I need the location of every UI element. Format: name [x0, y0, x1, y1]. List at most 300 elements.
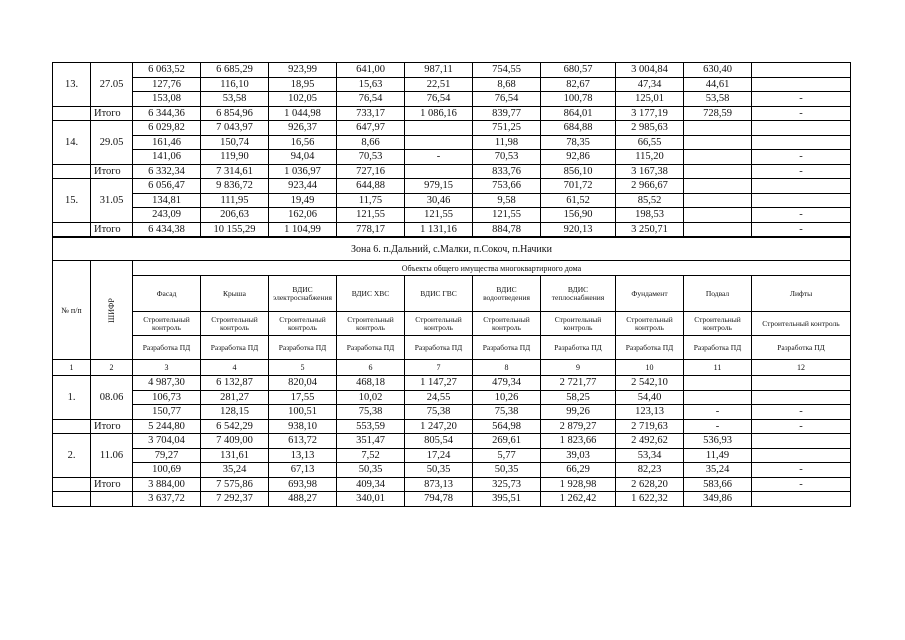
value-cell: 121,55	[405, 208, 473, 223]
design-header: Разработка ПД	[541, 336, 616, 360]
value-cell: -	[752, 405, 851, 420]
object-header: Подвал	[684, 276, 752, 312]
total-cell: 3 167,38	[616, 164, 684, 179]
value-cell: 134,81	[133, 193, 201, 208]
value-cell: 161,46	[133, 135, 201, 150]
value-cell: 67,13	[269, 463, 337, 478]
total-cell: 727,16	[337, 164, 405, 179]
value-cell: 2 966,67	[616, 179, 684, 194]
value-cell: 8,66	[337, 135, 405, 150]
value-cell: 47,34	[616, 77, 684, 92]
value-cell	[684, 150, 752, 165]
total-cell: 693,98	[269, 477, 337, 492]
value-cell: 351,47	[337, 434, 405, 449]
total-spacer	[53, 222, 91, 237]
row-number: 13.	[53, 63, 91, 107]
row-number: 14.	[53, 121, 91, 165]
value-cell: 100,51	[269, 405, 337, 420]
value-cell: 50,35	[337, 463, 405, 478]
value-cell	[752, 434, 851, 449]
control-header: Строительный контроль	[337, 312, 405, 336]
design-header: Разработка ПД	[269, 336, 337, 360]
value-cell: 923,99	[269, 63, 337, 78]
col-cipher-header	[91, 261, 133, 360]
value-cell: 75,38	[405, 405, 473, 420]
value-cell: 156,90	[541, 208, 616, 223]
value-cell	[405, 121, 473, 136]
value-cell: 54,40	[616, 390, 684, 405]
value-cell: 7,52	[337, 448, 405, 463]
table-row	[53, 92, 851, 107]
value-cell: 92,86	[541, 150, 616, 165]
value-cell: 243,09	[133, 208, 201, 223]
total-row	[53, 419, 851, 434]
value-cell: 30,46	[405, 193, 473, 208]
value-cell: 1 823,66	[541, 434, 616, 449]
total-label: Итого	[91, 419, 133, 434]
value-cell: 153,08	[133, 92, 201, 107]
total-cell: 1 086,16	[405, 106, 473, 121]
value-cell: 751,25	[473, 121, 541, 136]
value-cell: 3 637,72	[133, 492, 201, 507]
value-cell: 3 704,04	[133, 434, 201, 449]
value-cell: 76,54	[405, 92, 473, 107]
value-cell: 53,34	[616, 448, 684, 463]
total-cell: 873,13	[405, 477, 473, 492]
value-cell: 35,24	[201, 463, 269, 478]
total-label: Итого	[91, 222, 133, 237]
table-row	[53, 492, 851, 507]
total-cell: 833,76	[473, 164, 541, 179]
row-date: 27.05	[91, 63, 133, 107]
total-cell: 409,34	[337, 477, 405, 492]
total-cell: 1 036,97	[269, 164, 337, 179]
object-header: ВДИС ГВС	[405, 276, 473, 312]
value-cell: 6 056,47	[133, 179, 201, 194]
total-cell: 1 104,99	[269, 222, 337, 237]
table-row	[53, 121, 851, 136]
top-section	[53, 63, 851, 238]
value-cell	[752, 193, 851, 208]
value-cell: 9 836,72	[201, 179, 269, 194]
total-cell: 6 434,38	[133, 222, 201, 237]
design-header: Разработка ПД	[133, 336, 201, 360]
value-cell: 987,11	[405, 63, 473, 78]
total-cell: 325,73	[473, 477, 541, 492]
total-cell: 10 155,29	[201, 222, 269, 237]
object-header: Фасад	[133, 276, 201, 312]
value-cell	[752, 63, 851, 78]
value-cell: 119,90	[201, 150, 269, 165]
value-cell: 613,72	[269, 434, 337, 449]
row-number: 1.	[53, 376, 91, 420]
value-cell: 926,37	[269, 121, 337, 136]
value-cell: 50,35	[405, 463, 473, 478]
table-row	[53, 376, 851, 391]
value-cell: 162,06	[269, 208, 337, 223]
row-date: 11.06	[91, 434, 133, 478]
value-cell: 979,15	[405, 179, 473, 194]
total-label: Итого	[91, 477, 133, 492]
value-cell: -	[684, 405, 752, 420]
value-cell: 281,27	[201, 390, 269, 405]
value-cell: 24,55	[405, 390, 473, 405]
value-cell: 44,61	[684, 77, 752, 92]
value-cell: 349,86	[684, 492, 752, 507]
design-header: Разработка ПД	[752, 336, 851, 360]
value-cell: 102,05	[269, 92, 337, 107]
value-cell	[684, 390, 752, 405]
col-number-header: № п/п	[53, 261, 91, 360]
column-number: 6	[337, 360, 405, 376]
table-row	[53, 434, 851, 449]
design-header-row	[53, 336, 851, 360]
value-cell: 11,98	[473, 135, 541, 150]
value-cell: 805,54	[405, 434, 473, 449]
total-cell: 856,10	[541, 164, 616, 179]
value-cell: 16,56	[269, 135, 337, 150]
total-cell: 864,01	[541, 106, 616, 121]
value-cell	[752, 376, 851, 391]
value-cell: 468,18	[337, 376, 405, 391]
value-cell: 479,34	[473, 376, 541, 391]
value-cell: 19,49	[269, 193, 337, 208]
total-cell: 5 244,80	[133, 419, 201, 434]
table-row	[53, 390, 851, 405]
objects-header-row	[53, 276, 851, 312]
value-cell: 198,53	[616, 208, 684, 223]
value-cell	[752, 448, 851, 463]
value-cell: 125,01	[616, 92, 684, 107]
value-cell: 7 409,00	[201, 434, 269, 449]
value-cell	[684, 208, 752, 223]
total-cell: 1 131,16	[405, 222, 473, 237]
total-label: Итого	[91, 106, 133, 121]
value-cell: 2 985,63	[616, 121, 684, 136]
value-cell: 76,54	[473, 92, 541, 107]
value-cell: 150,77	[133, 405, 201, 420]
column-number: 10	[616, 360, 684, 376]
value-cell	[752, 390, 851, 405]
total-cell: 3 884,00	[133, 477, 201, 492]
column-number: 8	[473, 360, 541, 376]
value-cell: 680,57	[541, 63, 616, 78]
value-cell: 701,72	[541, 179, 616, 194]
value-cell: 85,52	[616, 193, 684, 208]
value-cell: 340,01	[337, 492, 405, 507]
value-cell: 53,58	[201, 92, 269, 107]
value-cell: -	[752, 208, 851, 223]
value-cell: 94,04	[269, 150, 337, 165]
value-cell: -	[752, 463, 851, 478]
value-cell: 2 542,10	[616, 376, 684, 391]
design-header: Разработка ПД	[337, 336, 405, 360]
design-header: Разработка ПД	[616, 336, 684, 360]
total-cell: 2 628,20	[616, 477, 684, 492]
value-cell: 794,78	[405, 492, 473, 507]
table-row	[53, 179, 851, 194]
design-header: Разработка ПД	[473, 336, 541, 360]
value-cell: 116,10	[201, 77, 269, 92]
value-cell: 754,55	[473, 63, 541, 78]
value-cell: 488,27	[269, 492, 337, 507]
value-cell: 58,25	[541, 390, 616, 405]
column-number: 9	[541, 360, 616, 376]
total-spacer	[53, 106, 91, 121]
row-number: 15.	[53, 179, 91, 223]
value-cell: -	[405, 150, 473, 165]
value-cell: 1 147,27	[405, 376, 473, 391]
value-cell	[684, 376, 752, 391]
total-cell	[405, 164, 473, 179]
total-row	[53, 164, 851, 179]
value-cell: 1 262,42	[541, 492, 616, 507]
total-spacer	[53, 164, 91, 179]
total-cell: 839,77	[473, 106, 541, 121]
total-cell: 564,98	[473, 419, 541, 434]
total-cell: 938,10	[269, 419, 337, 434]
value-cell: 128,15	[201, 405, 269, 420]
object-header: ВДИС теплоснабжения	[541, 276, 616, 312]
value-cell: 66,29	[541, 463, 616, 478]
zone-title: Зона 6. п.Дальний, с.Малки, п.Сокоч, п.Начики	[53, 237, 851, 261]
value-cell	[752, 135, 851, 150]
total-cell: -	[752, 106, 851, 121]
control-header: Строительный контроль	[405, 312, 473, 336]
value-cell: 18,95	[269, 77, 337, 92]
value-cell: 39,03	[541, 448, 616, 463]
total-cell: 6 854,96	[201, 106, 269, 121]
value-cell: 753,66	[473, 179, 541, 194]
column-numbers-row	[53, 360, 851, 376]
value-cell: 22,51	[405, 77, 473, 92]
total-cell: -	[752, 477, 851, 492]
total-cell: 920,13	[541, 222, 616, 237]
value-cell: 5,77	[473, 448, 541, 463]
value-cell: 76,54	[337, 92, 405, 107]
value-cell: 70,53	[337, 150, 405, 165]
value-cell: 647,97	[337, 121, 405, 136]
value-cell: 6 132,87	[201, 376, 269, 391]
value-cell: 99,26	[541, 405, 616, 420]
control-header-row	[53, 312, 851, 336]
column-number: 1	[53, 360, 91, 376]
value-cell: 17,55	[269, 390, 337, 405]
value-cell: 35,24	[684, 463, 752, 478]
value-cell: 79,27	[133, 448, 201, 463]
table-row	[53, 135, 851, 150]
value-cell: 111,95	[201, 193, 269, 208]
value-cell: 127,76	[133, 77, 201, 92]
value-cell: 269,61	[473, 434, 541, 449]
control-header: Строительный контроль	[752, 312, 851, 336]
value-cell	[684, 121, 752, 136]
table-row	[53, 150, 851, 165]
total-cell: 1 247,20	[405, 419, 473, 434]
total-row	[53, 477, 851, 492]
total-cell: 2 879,27	[541, 419, 616, 434]
design-header: Разработка ПД	[201, 336, 269, 360]
value-cell: 70,53	[473, 150, 541, 165]
value-cell: 820,04	[269, 376, 337, 391]
table-row	[53, 193, 851, 208]
row-date: 29.05	[91, 121, 133, 165]
object-header: Лифты	[752, 276, 851, 312]
value-cell: 4 987,30	[133, 376, 201, 391]
total-cell	[684, 222, 752, 237]
object-header: ВДИС ХВС	[337, 276, 405, 312]
value-cell	[752, 121, 851, 136]
value-cell: 206,63	[201, 208, 269, 223]
value-cell: 923,44	[269, 179, 337, 194]
value-cell: 75,38	[337, 405, 405, 420]
total-cell: -	[752, 419, 851, 434]
total-cell: 7 314,61	[201, 164, 269, 179]
table-row	[53, 63, 851, 78]
zone-section	[53, 237, 851, 376]
value-cell: 10,26	[473, 390, 541, 405]
value-cell: 82,23	[616, 463, 684, 478]
control-header: Строительный контроль	[133, 312, 201, 336]
total-cell	[684, 164, 752, 179]
value-cell	[684, 135, 752, 150]
control-header: Строительный контроль	[684, 312, 752, 336]
total-row	[53, 106, 851, 121]
column-number: 7	[405, 360, 473, 376]
objects-group-header: Объекты общего имущества многоквартирного дома	[133, 261, 851, 276]
value-cell: 9,58	[473, 193, 541, 208]
value-cell: 115,20	[616, 150, 684, 165]
value-cell: 121,55	[473, 208, 541, 223]
total-cell: 728,59	[684, 106, 752, 121]
value-cell: 78,35	[541, 135, 616, 150]
value-cell: 17,24	[405, 448, 473, 463]
total-cell: 583,66	[684, 477, 752, 492]
control-header: Строительный контроль	[616, 312, 684, 336]
total-cell: 3 177,19	[616, 106, 684, 121]
bottom-section	[53, 376, 851, 507]
design-header: Разработка ПД	[405, 336, 473, 360]
column-number: 11	[684, 360, 752, 376]
table-row	[53, 448, 851, 463]
value-cell: 7 292,37	[201, 492, 269, 507]
value-cell: 11,49	[684, 448, 752, 463]
table-row	[53, 463, 851, 478]
total-cell: 884,78	[473, 222, 541, 237]
row-date: 31.05	[91, 179, 133, 223]
object-header: ВДИС водоотведения	[473, 276, 541, 312]
total-row	[53, 222, 851, 237]
total-cell: -	[684, 419, 752, 434]
value-cell: 13,13	[269, 448, 337, 463]
value-cell: 644,88	[337, 179, 405, 194]
control-header: Строительный контроль	[201, 312, 269, 336]
value-cell: 100,78	[541, 92, 616, 107]
total-cell: 7 575,86	[201, 477, 269, 492]
total-cell: 1 044,98	[269, 106, 337, 121]
total-cell: 2 719,63	[616, 419, 684, 434]
value-cell: 1 622,32	[616, 492, 684, 507]
object-header: Фундамент	[616, 276, 684, 312]
control-header: Строительный контроль	[473, 312, 541, 336]
value-cell: -	[752, 92, 851, 107]
total-cell: 1 928,98	[541, 477, 616, 492]
value-cell: 395,51	[473, 492, 541, 507]
value-cell: 15,63	[337, 77, 405, 92]
row-number: 2.	[53, 434, 91, 478]
total-cell: 778,17	[337, 222, 405, 237]
value-cell	[684, 179, 752, 194]
value-cell: 2 492,62	[616, 434, 684, 449]
total-cell: 3 250,71	[616, 222, 684, 237]
value-cell: 6 029,82	[133, 121, 201, 136]
value-cell: 630,40	[684, 63, 752, 78]
value-cell: 106,73	[133, 390, 201, 405]
cipher-label: ШИФР	[107, 297, 116, 323]
row-date: 08.06	[91, 376, 133, 420]
value-cell: 123,13	[616, 405, 684, 420]
value-cell: 6 063,52	[133, 63, 201, 78]
row-date	[91, 492, 133, 507]
value-cell: 61,52	[541, 193, 616, 208]
column-number: 3	[133, 360, 201, 376]
value-cell: -	[752, 150, 851, 165]
total-cell: -	[752, 222, 851, 237]
total-label: Итого	[91, 164, 133, 179]
value-cell: 10,02	[337, 390, 405, 405]
value-cell: 3 004,84	[616, 63, 684, 78]
value-cell: 50,35	[473, 463, 541, 478]
table-row	[53, 208, 851, 223]
column-number: 12	[752, 360, 851, 376]
value-cell: 2 721,77	[541, 376, 616, 391]
value-cell: 684,88	[541, 121, 616, 136]
value-cell: 66,55	[616, 135, 684, 150]
value-cell: 82,67	[541, 77, 616, 92]
value-cell	[752, 179, 851, 194]
total-cell: 6 542,29	[201, 419, 269, 434]
value-cell: 536,93	[684, 434, 752, 449]
value-cell: 131,61	[201, 448, 269, 463]
value-cell: 75,38	[473, 405, 541, 420]
value-cell	[684, 193, 752, 208]
value-cell: 121,55	[337, 208, 405, 223]
column-number: 5	[269, 360, 337, 376]
total-spacer	[53, 477, 91, 492]
column-number: 2	[91, 360, 133, 376]
value-cell	[752, 77, 851, 92]
total-cell: 6 332,34	[133, 164, 201, 179]
row-number	[53, 492, 91, 507]
total-cell: 553,59	[337, 419, 405, 434]
value-cell: 7 043,97	[201, 121, 269, 136]
control-header: Строительный контроль	[269, 312, 337, 336]
value-cell: 11,75	[337, 193, 405, 208]
total-cell: 733,17	[337, 106, 405, 121]
value-cell: 141,06	[133, 150, 201, 165]
value-cell	[752, 492, 851, 507]
table-row	[53, 77, 851, 92]
value-cell	[405, 135, 473, 150]
total-cell: 6 344,36	[133, 106, 201, 121]
control-header: Строительный контроль	[541, 312, 616, 336]
value-cell: 8,68	[473, 77, 541, 92]
column-number: 4	[201, 360, 269, 376]
value-cell: 100,69	[133, 463, 201, 478]
object-header: ВДИС электроснабжения	[269, 276, 337, 312]
design-header: Разработка ПД	[684, 336, 752, 360]
estimate-table	[52, 62, 851, 507]
